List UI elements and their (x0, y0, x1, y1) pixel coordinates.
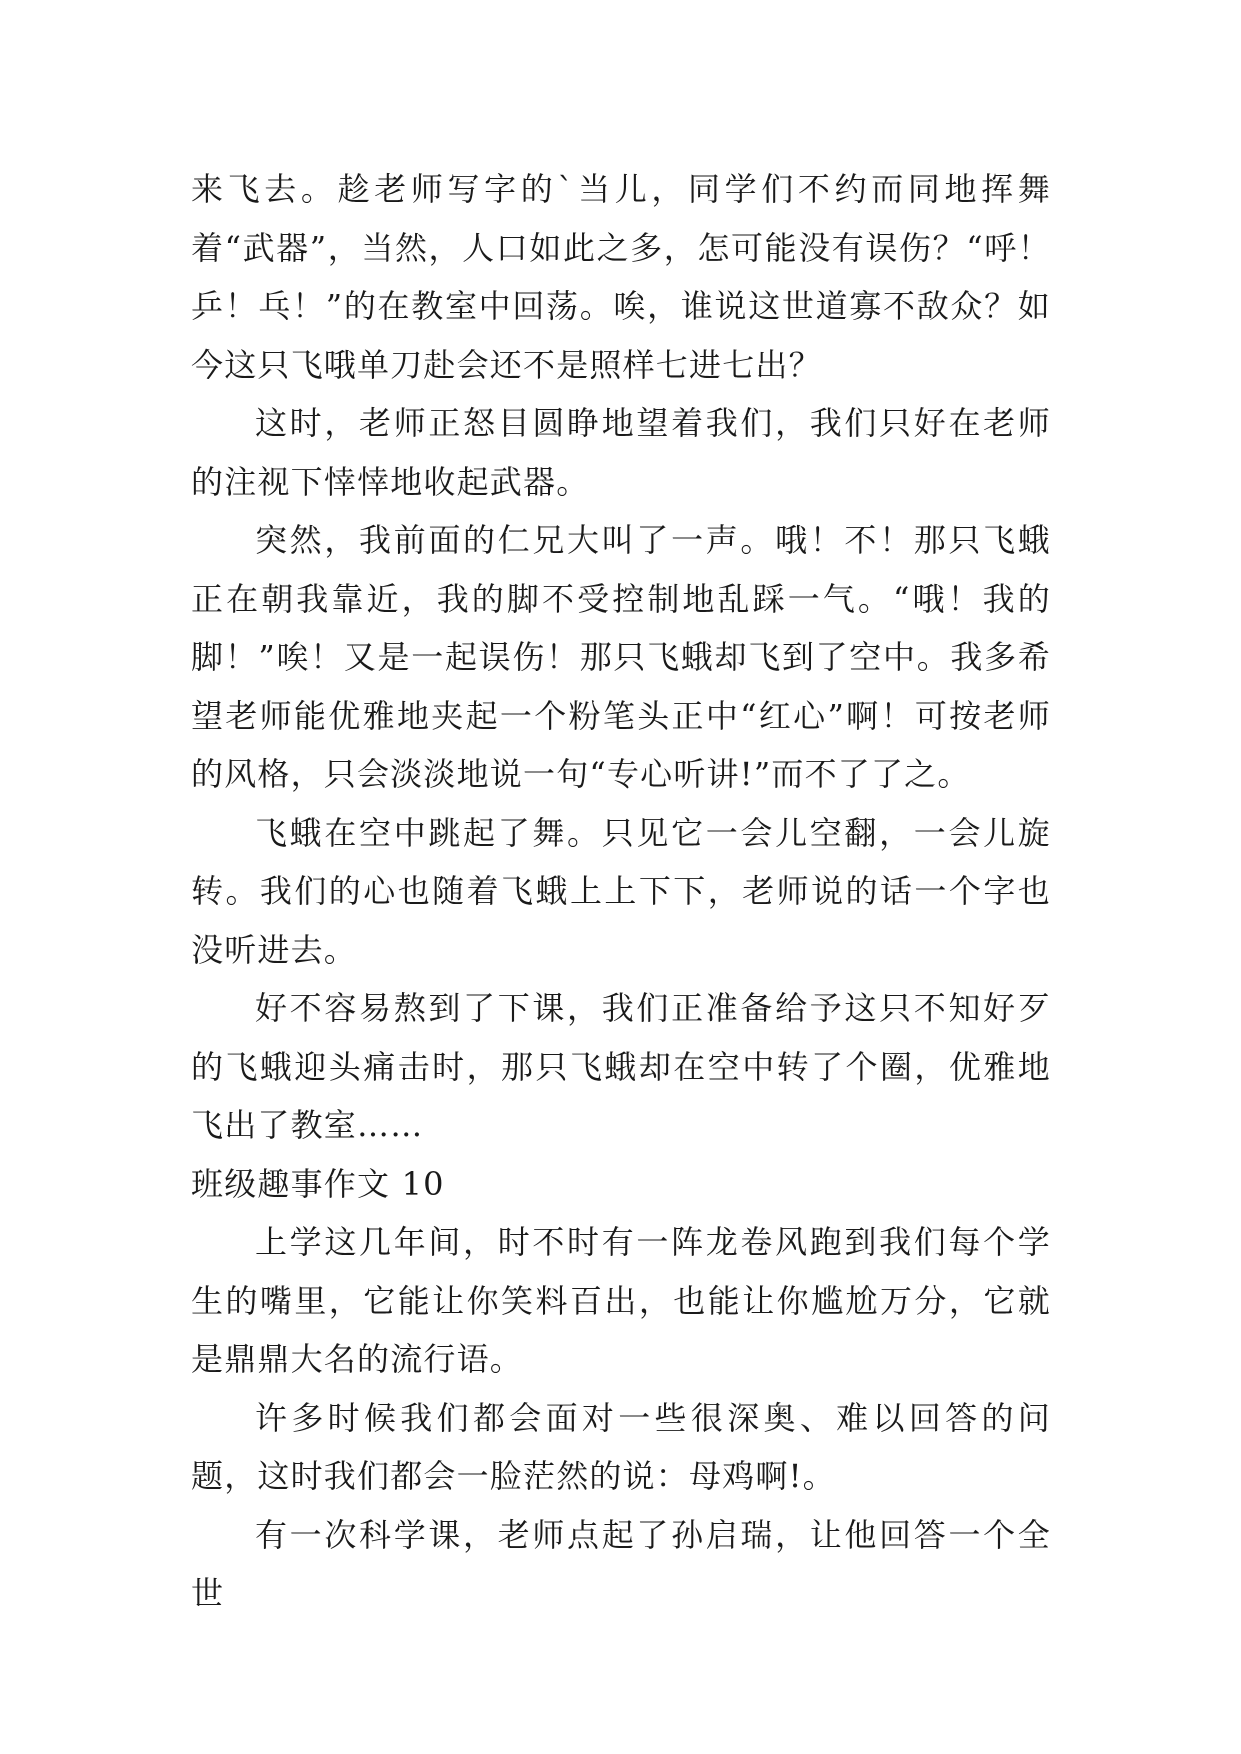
paragraph: 上学这几年间，时不时有一阵龙卷风跑到我们每个学生的嘴里，它能让你笑料百出，也能让你尴尬万分，它就是鼎鼎大名的流行语。 (191, 1223, 1051, 1378)
paragraph: 有一次科学课，老师点起了孙启瑞，让他回答一个全世 (191, 1515, 1051, 1612)
paragraph-continued: 来飞去。趁老师写字的`当儿，同学们不约而同地挥舞着“武器”，当然，人口如此之多，怎可能没有误伤？“呼！乒！乓！”的在教室中回荡。唉，谁说这世道寡不敌众？如今这只飞哦单刀赴会还不是照样七进七出？ (191, 170, 1051, 384)
paragraph: 好不容易熬到了下课，我们正准备给予这只不知好歹的飞蛾迎头痛击时，那只飞蛾却在空中转了个圈，优雅地飞出了教室…… (191, 989, 1051, 1144)
paragraph: 突然，我前面的仁兄大叫了一声。哦！不！那只飞蛾正在朝我靠近，我的脚不受控制地乱踩一气。“哦！我的脚！”唉！又是一起误伤！那只飞蛾却飞到了空中。我多希望老师能优雅地夹起一个粉笔头正中“红心”啊！可按老师的风格，只会淡淡地说一句“专心听讲!”而不了了之。 (191, 521, 1051, 793)
paragraph: 许多时候我们都会面对一些很深奥、难以回答的问题，这时我们都会一脸茫然的说：母鸡啊!。 (191, 1398, 1051, 1495)
section-title: 班级趣事作文 10 (191, 1164, 445, 1203)
document-body (191, 160, 1051, 1623)
paragraph: 飞蛾在空中跳起了舞。只见它一会儿空翻，一会儿旋转。我们的心也随着飞蛾上上下下，老师说的话一个字也没听进去。 (191, 813, 1051, 969)
paragraph: 这时，老师正怒目圆睁地望着我们，我们只好在老师的注视下悻悻地收起武器。 (191, 404, 1051, 501)
